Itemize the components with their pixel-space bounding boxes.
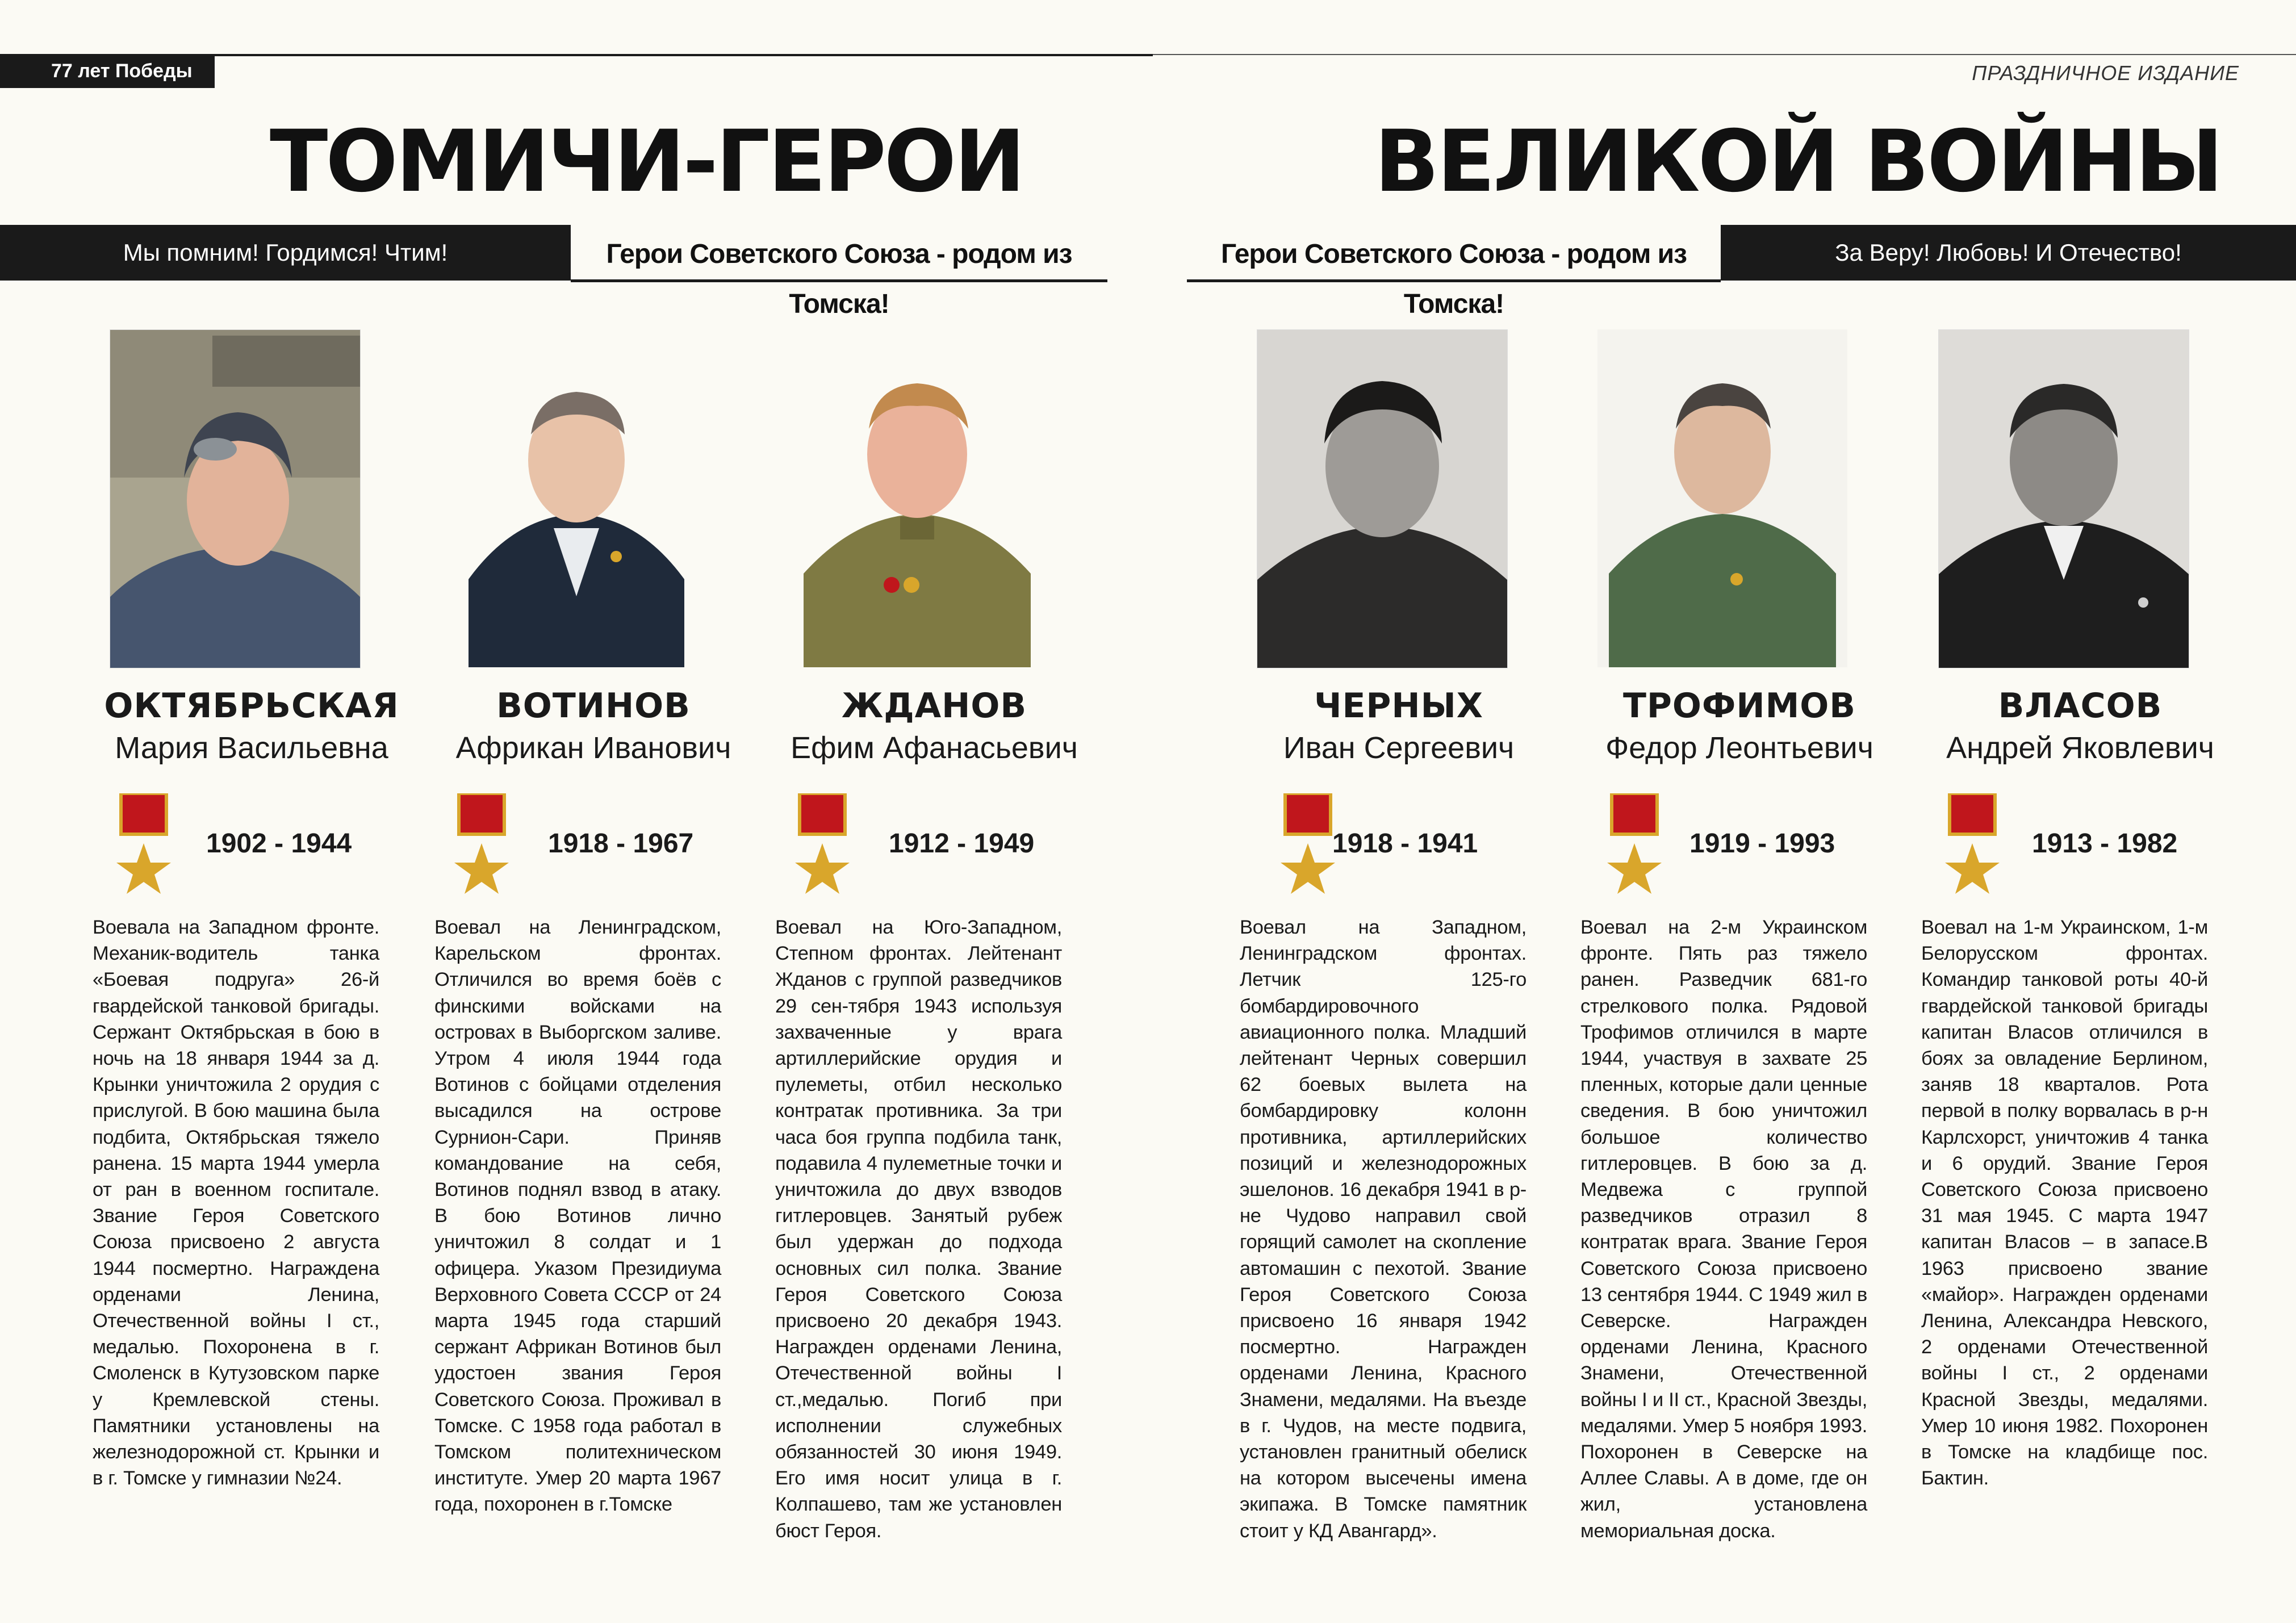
hero-portrait <box>792 329 1042 667</box>
hero-portrait <box>1597 329 1847 667</box>
hero-portrait <box>1257 329 1508 668</box>
hero-biography: Воевал на Западном, Ленинградском фронтах. Летчик 125-го бомбардировочного авиационного полка. Младший лейтенант Черных совершил 62 боевых вылета на бомбардировку колонн противника, артиллерийских позиций и железнодорожных эшелонов. 16 декабря 1941 в р-не Чудово направил свой горящий самолет на скопление автомашин с пехотой. Звание Героя Советского Союза присвоено 16 января 1942 посмертно. Награжден орденами Ленина, Красного Знамени, медалями. На въезде в г. Чудов, на месте подвига, установлен гранитный обелиск на котором высечены имена экипажа. В Томске памятник стоит у КД Авангард». <box>1240 917 1527 1542</box>
hero-surname: ЧЕРНЫХ <box>1314 686 1484 726</box>
hero-given-name: Федор Леонтьевич <box>1605 731 1873 765</box>
hero-biography: Воевал на 2-м Украинском фронте. Пять раз тяжело ранен. Разведчик 681-го стрелкового полка. Рядовой Трофимов отличился в марте 1944, участвуя в захвате 25 пленных, которые дали ценные сведения. В бою уничтожил большое количество гитлеровцев. В бою за д. Медвежа с группой разведчиков отразил 8 контратак врага. Звание Героя Советского Союза присвоено 13 сентября 1944. С 1949 жил в Северске. Награжден орденами Ленина, Красного Знамени, Отечественной войны I и II ст., Красной Звезды, медалями. Умер 5 ноября 1993. Похоронен в Северске на Аллее Славы. А в доме, где он жил, установлена мемориальная доска. <box>1580 917 1867 1542</box>
top-rule-right <box>1153 54 2296 55</box>
portrait-illustration <box>1257 330 1507 668</box>
hero-years: 1918 - 1967 <box>548 829 694 859</box>
hero-biography: Воевал на Ленинградском, Карельском фронтах. Отличился во время боёв с финскими войсками на островах в Выборгском заливе. Утром 4 июля 1944 года Вотинов с бойцами отделения высадился на острове Сурнион-Сари. Приняв командование на себя, Вотинов поднял взвод в атаку. В бою Вотинов лично уничтожил 8 солдат и 1 офицера. Указом Президиума Верховного Совета СССР от 24 марта 1945 года старший сержант Африкан Вотинов был удостоен звания Героя Советского Союза. Проживал в Томске. С 1958 года работал в Томском политехническом институте. Умер 20 марта 1967 года, похоронен в г.Томске <box>434 917 721 1516</box>
slogan-band-left: Мы помним! Гордимся! Чтим! <box>0 225 571 281</box>
portrait-illustration <box>1939 330 2189 668</box>
hero-years: 1919 - 1993 <box>1689 829 1835 859</box>
hero-surname: ОКТЯБРЬСКАЯ <box>104 686 399 726</box>
hero-years: 1913 - 1982 <box>2032 829 2178 859</box>
portrait-illustration <box>792 329 1042 667</box>
hero-biography: Воевал на Юго-Западном, Степном фронтах. Лейтенант Жданов с группой разведчиков 29 сен-тября 1943 используя захваченные у врага артиллерийские орудия и пулеметы, отбил несколько контратак противника. За три часа боя группа подбила танк, подавила 4 пулеметные точки и уничтожила до двух взводов гитлеровцев. Занятый рубеж был удержан до подхода основных сил полка. Звание Героя Советского Союза присвоено 20 декабря 1943. Награжден орденами Ленина, Отечественной войны I ст.,медалью. Погиб при исполнении служебных обязанностей 30 июня 1949. Его имя носит улица в г. Колпашево, там же установлен бюст Героя. <box>775 917 1062 1542</box>
gold-star-medal-icon <box>112 793 175 896</box>
hero-given-name: Иван Сергеевич <box>1283 731 1515 765</box>
hero-years: 1918 - 1941 <box>1332 829 1478 859</box>
gold-star-medal-icon <box>1941 793 2004 896</box>
subtitle-right: Герои Советского Союза - родом из Томска! <box>1187 229 1721 282</box>
hero-years: 1902 - 1944 <box>206 829 352 859</box>
hero-surname: ВЛАСОВ <box>1998 686 2163 726</box>
portrait-illustration <box>451 329 701 667</box>
gold-star-medal-icon <box>450 793 513 896</box>
hero-given-name: Мария Васильевна <box>115 731 388 765</box>
page-title-right: ВЕЛИКОЙ ВОЙНЫ <box>1374 112 2222 211</box>
edition-tag: ПРАЗДНИЧНОЕ ИЗДАНИЕ <box>1972 61 2239 85</box>
gold-star-medal-icon <box>1277 793 1339 896</box>
portrait-illustration <box>110 330 360 668</box>
gold-star-medal-icon <box>791 793 854 896</box>
hero-given-name: Андрей Яковлевич <box>1946 731 2214 765</box>
hero-years: 1912 - 1949 <box>889 829 1035 859</box>
portrait-illustration <box>1597 329 1847 667</box>
hero-given-name: Африкан Иванович <box>455 731 731 765</box>
hero-given-name: Ефим Афанасьевич <box>791 731 1078 765</box>
issue-tag: 77 лет Победы <box>0 54 215 88</box>
subtitle-left: Герои Советского Союза - родом из Томска! <box>571 229 1107 282</box>
slogan-band-right: За Веру! Любовь! И Отечество! <box>1721 225 2296 281</box>
hero-surname: ЖДАНОВ <box>841 686 1027 726</box>
hero-portrait <box>110 329 361 668</box>
hero-portrait <box>451 329 701 667</box>
hero-biography: Воевал на 1-м Украинском, 1-м Белорусском фронтах. Командир танковой роты 40-й гвардейской танковой бригады капитан Власов отличился в боях за овладение Берлином, заняв 18 кварталов. Рота первой в полку ворвалась в р-н Карлсхорст, уничтожив 4 танка и 6 орудий. Звание Героя Советского Союза присвоено 31 мая 1945. С марта 1947 капитан Власов – в запасе.В 1963 присвоено звание «майор». Награжден орденами Ленина, Александра Невского, 2 орденами Отечественной войны I ст., 2 орденами Красной Звезды, медалями. Умер 10 июня 1982. Похоронен в Томске на кладбище пос. Бактин. <box>1921 917 2208 1490</box>
hero-biography: Воевала на Западном фронте. Механик-водитель танка «Боевая подруга» 26-й гвардейской танковой бригады. Сержант Октябрьская в бою в ночь на 18 января 1944 за д. Крынки уничтожила 2 орудия с прислугой. В бою машина была подбита, Октябрьская тяжело ранена. 15 марта 1944 умерла от ран в военном госпитале. Звание Героя Советского Союза присвоено 2 августа 1944 посмертно. Награждена орденами Ленина, Отечественной войны I ст., медалью. Похоронена в г. Смоленск в Кутузовском парке у Кремлевской стены. Памятники установлены на железнодорожной ст. Крынки и в г. Томске у гимназии №24. <box>93 917 379 1490</box>
page-title-left: ТОМИЧИ-ГЕРОИ <box>270 112 1023 211</box>
gold-star-medal-icon <box>1603 793 1666 896</box>
hero-portrait <box>1938 329 2189 668</box>
hero-surname: ТРОФИМОВ <box>1622 686 1856 726</box>
hero-surname: ВОТИНОВ <box>496 686 691 726</box>
